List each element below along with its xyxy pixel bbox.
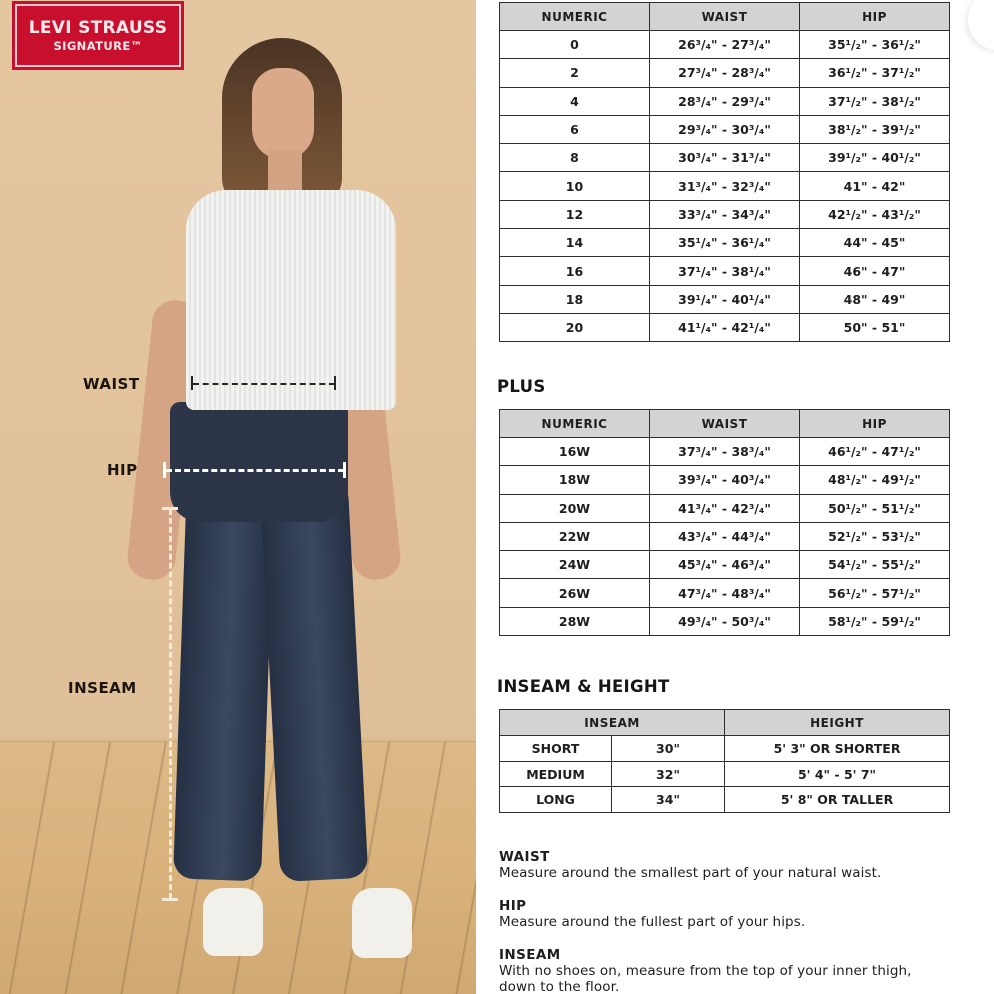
hip-cell: 46¹/₂" - 47¹/₂"	[800, 438, 950, 466]
hip-cell: 37¹/₂" - 38¹/₂"	[800, 87, 950, 115]
inseam-instruction	[499, 947, 939, 994]
waist-cell: 29³/₄" - 30³/₄"	[650, 115, 800, 143]
waist-cell: 45³/₄" - 46³/₄"	[650, 551, 800, 579]
waist-cell: 39¹/₄" - 40¹/₄"	[650, 285, 800, 313]
table-row	[500, 579, 950, 607]
length-cell: MEDIUM	[500, 761, 612, 787]
size-cell: 20	[500, 313, 650, 341]
table-header-row	[500, 710, 950, 736]
inseam-height-table	[499, 709, 950, 813]
plus-section-title: PLUS	[497, 377, 546, 396]
table-row	[500, 200, 950, 228]
height-cell: 5' 8" OR TALLER	[725, 787, 950, 813]
hip-cell: 58¹/₂" - 59¹/₂"	[800, 607, 950, 635]
hip-cell: 50" - 51"	[800, 313, 950, 341]
table-row	[500, 736, 950, 762]
waist-cell: 37¹/₄" - 38¹/₄"	[650, 257, 800, 285]
size-cell: 18W	[500, 466, 650, 494]
size-cell: 8	[500, 144, 650, 172]
size-cell: 28W	[500, 607, 650, 635]
table-row	[500, 285, 950, 313]
misses-size-table	[499, 2, 950, 342]
size-cell: 0	[500, 31, 650, 59]
model-face	[252, 68, 314, 160]
hip-cell: 39¹/₂" - 40¹/₂"	[800, 144, 950, 172]
inseam-measure-line	[169, 509, 172, 899]
table-row	[500, 761, 950, 787]
waist-cell: 39³/₄" - 40³/₄"	[650, 466, 800, 494]
hip-instruction	[499, 898, 805, 930]
hip-cell: 48" - 49"	[800, 285, 950, 313]
header-waist: WAIST	[650, 410, 800, 438]
length-cell: SHORT	[500, 736, 612, 762]
size-cell: 4	[500, 87, 650, 115]
model-left-shoe	[203, 888, 263, 956]
table-row	[500, 115, 950, 143]
header-numeric: NUMERIC	[500, 3, 650, 31]
waist-cell: 41³/₄" - 42³/₄"	[650, 494, 800, 522]
model-jeans	[170, 402, 348, 522]
hip-cell: 54¹/₂" - 55¹/₂"	[800, 551, 950, 579]
hip-cell: 42¹/₂" - 43¹/₂"	[800, 200, 950, 228]
header-height: HEIGHT	[725, 710, 950, 736]
hip-cell: 35¹/₂" - 36¹/₂"	[800, 31, 950, 59]
inseam-label: INSEAM	[68, 679, 137, 697]
waist-measure-line	[193, 383, 335, 385]
hip-measure-line	[166, 469, 344, 472]
waist-instruction	[499, 849, 881, 881]
size-cell: 26W	[500, 579, 650, 607]
table-row	[500, 551, 950, 579]
instruction-heading: HIP	[499, 898, 527, 914]
header-numeric: NUMERIC	[500, 410, 650, 438]
size-cell: 22W	[500, 522, 650, 550]
waist-label: WAIST	[83, 375, 140, 393]
table-row	[500, 438, 950, 466]
table-row	[500, 257, 950, 285]
hip-cell: 48¹/₂" - 49¹/₂"	[800, 466, 950, 494]
waist-cell: 33³/₄" - 34³/₄"	[650, 200, 800, 228]
table-row	[500, 229, 950, 257]
hip-cell: 36¹/₂" - 37¹/₂"	[800, 59, 950, 87]
table-row	[500, 466, 950, 494]
brand-name: LEVI STRAUSS	[28, 17, 168, 38]
hip-cell: 46" - 47"	[800, 257, 950, 285]
table-row	[500, 607, 950, 635]
hip-label: HIP	[107, 461, 138, 479]
instruction-text: Measure around the smallest part of your natural waist.	[499, 865, 882, 881]
instruction-heading: WAIST	[499, 849, 550, 865]
hip-cell: 50¹/₂" - 51¹/₂"	[800, 494, 950, 522]
waist-cell: 27³/₄" - 28³/₄"	[650, 59, 800, 87]
brand-logo	[15, 4, 181, 67]
size-cell: 18	[500, 285, 650, 313]
height-cell: 5' 3" OR SHORTER	[725, 736, 950, 762]
waist-cell: 47³/₄" - 48³/₄"	[650, 579, 800, 607]
table-row	[500, 31, 950, 59]
header-hip: HIP	[800, 410, 950, 438]
size-cell: 14	[500, 229, 650, 257]
header-inseam: INSEAM	[500, 710, 725, 736]
inseam-line-bottom-tick	[162, 898, 178, 901]
table-row	[500, 87, 950, 115]
waist-cell: 26³/₄" - 27³/₄"	[650, 31, 800, 59]
table-row	[500, 494, 950, 522]
hip-cell: 44" - 45"	[800, 229, 950, 257]
brand-subline: SIGNATURE™	[53, 38, 143, 53]
model-right-shoe	[352, 888, 412, 958]
waist-cell: 35¹/₄" - 36¹/₄"	[650, 229, 800, 257]
size-cell: 20W	[500, 494, 650, 522]
hip-line-end-tick	[343, 462, 346, 478]
inseam-cell: 30"	[612, 736, 725, 762]
table-row	[500, 144, 950, 172]
hip-cell: 56¹/₂" - 57¹/₂"	[800, 579, 950, 607]
waist-line-end-tick	[334, 376, 336, 390]
size-cell: 16	[500, 257, 650, 285]
waist-cell: 37³/₄" - 38³/₄"	[650, 438, 800, 466]
table-row	[500, 787, 950, 813]
hip-cell: 52¹/₂" - 53¹/₂"	[800, 522, 950, 550]
size-cell: 12	[500, 200, 650, 228]
inseam-cell: 32"	[612, 761, 725, 787]
waist-cell: 41¹/₄" - 42¹/₄"	[650, 313, 800, 341]
hip-cell: 38¹/₂" - 39¹/₂"	[800, 115, 950, 143]
hip-cell: 41" - 42"	[800, 172, 950, 200]
corner-overlay	[968, 0, 994, 50]
table-row	[500, 59, 950, 87]
header-waist: WAIST	[650, 3, 800, 31]
instruction-text: Measure around the fullest part of your hips.	[499, 914, 806, 930]
plus-size-table	[499, 409, 950, 636]
model-shirt	[186, 190, 396, 410]
model-left-leg	[173, 479, 275, 882]
size-cell: 24W	[500, 551, 650, 579]
waist-cell: 49³/₄" - 50³/₄"	[650, 607, 800, 635]
waist-cell: 31³/₄" - 32³/₄"	[650, 172, 800, 200]
table-header-row	[500, 3, 950, 31]
instruction-text: With no shoes on, measure from the top of your inner thigh, down to the floor.	[499, 963, 912, 994]
size-cell: 6	[500, 115, 650, 143]
inseam-height-section-title: INSEAM & HEIGHT	[497, 677, 670, 696]
model-photo	[0, 0, 476, 994]
size-cell: 16W	[500, 438, 650, 466]
size-cell: 10	[500, 172, 650, 200]
table-row	[500, 313, 950, 341]
height-cell: 5' 4" - 5' 7"	[725, 761, 950, 787]
table-header-row	[500, 410, 950, 438]
table-row	[500, 172, 950, 200]
table-row	[500, 522, 950, 550]
length-cell: LONG	[500, 787, 612, 813]
instruction-heading: INSEAM	[499, 947, 561, 963]
waist-cell: 30³/₄" - 31³/₄"	[650, 144, 800, 172]
size-cell: 2	[500, 59, 650, 87]
waist-cell: 28³/₄" - 29³/₄"	[650, 87, 800, 115]
inseam-cell: 34"	[612, 787, 725, 813]
waist-cell: 43³/₄" - 44³/₄"	[650, 522, 800, 550]
header-hip: HIP	[800, 3, 950, 31]
